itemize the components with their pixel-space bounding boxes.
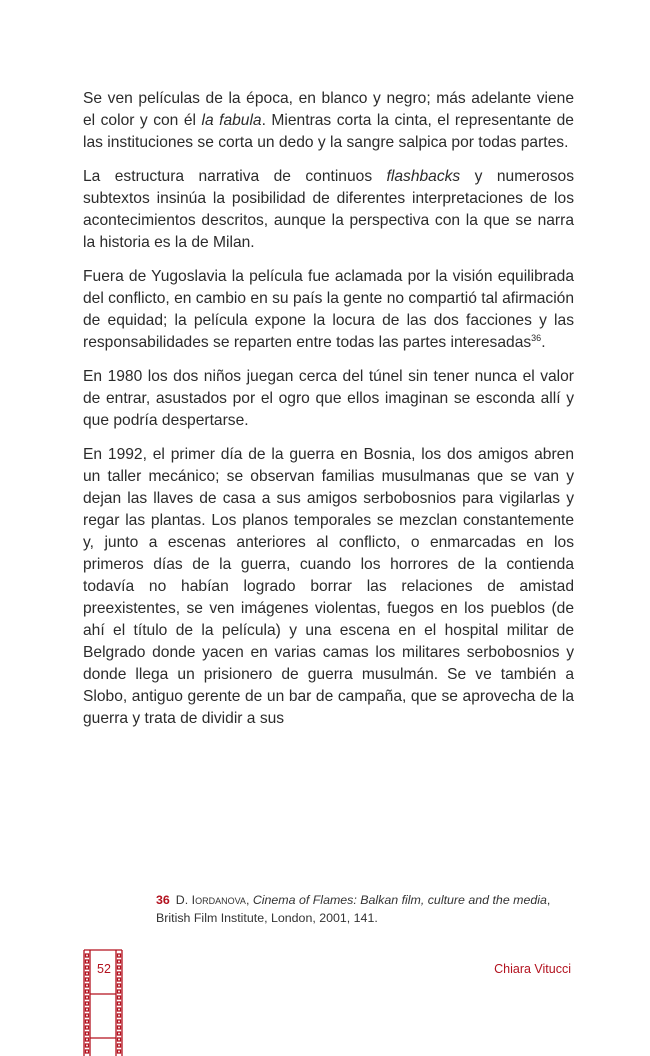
paragraph-text: . Mientras corta la cinta, el representante de las instituciones se corta un dedo y la sangre salpica por todas partes. xyxy=(83,112,574,151)
paragraph-text: Fuera de Yugoslavia la película fue aclamada por la visión equilibrada del conflicto, en cambio en su país la gente no compartió tal afirmación de equidad; la película expone la locura de las dos facciones y las responsabilidades se reparten entre todas las partes interesadas xyxy=(83,268,574,351)
running-footer-author: Chiara Vitucci xyxy=(494,962,571,976)
paragraph-text: y numerosos subtextos insinúa la posibilidad de diferentes interpretaciones de los acontecimientos descritos, aunque la perspectiva con la que se narra la historia es la de Milan. xyxy=(83,168,575,251)
paragraph-text: . xyxy=(541,334,546,351)
footnote-number: 36 xyxy=(156,893,170,907)
footnote-reference[interactable]: 36 xyxy=(531,332,542,343)
body-text xyxy=(83,88,574,742)
footnote-publication: , British Film Institute, London, 2001, 141. xyxy=(156,893,551,925)
paragraph-2 xyxy=(83,166,574,254)
paragraph-text: En 1992, el primer día de la guerra en Bosnia, los dos amigos abren un taller mecánico; se observan familias musulmanas que se van y dejan las llaves de casa a sus amigos serbobosnios para vigilarlas y regar las plantas. Los planos temporales se mezclan constantemente y, junto a escenas anteriores al conflicto, o enmarcadas en los primeros días de la guerra, cuando los horrores de la contienda todavía no habían logrado borrar las relaciones de amistad preexistentes, se ven imágenes violentas, fuegos en los pueblos (de ahí el título de la película) y una escena en el hospital militar de Belgrado donde yacen en varias camas los militares serbobosnios y donde llega un prisionero de guerra musulmán. Se ve también a Slobo, antiguo gerente de un bar de campaña, que se aprovecha de la guerra y trata de dividir a sus xyxy=(83,446,574,727)
italic-term: flashbacks xyxy=(386,168,461,185)
paragraph-3 xyxy=(83,266,574,354)
footnote xyxy=(156,891,574,927)
paragraph-1 xyxy=(83,88,574,154)
page-number: 52 xyxy=(97,962,111,976)
paragraph-4 xyxy=(83,366,574,432)
footnote-author-initial: D. xyxy=(175,893,192,907)
paragraph-text: La estructura narrativa de continuos xyxy=(83,168,387,185)
paragraph-text: En 1980 los dos niños juegan cerca del túnel sin tener nunca el valor de entrar, asustados por el ogro que ellos imaginan se esconda allí y que podría despertarse. xyxy=(83,368,574,429)
italic-term: la fabula xyxy=(201,112,262,129)
paragraph-text: Se ven películas de la época, en blanco y negro; más adelante viene el color y con él xyxy=(83,90,574,129)
footnote-title: Cinema of Flames: Balkan film, culture and the media xyxy=(252,893,547,907)
paragraph-5 xyxy=(83,444,574,730)
footnote-author-surname: Iordanova xyxy=(191,893,246,907)
footnote-separator: , xyxy=(245,893,253,907)
